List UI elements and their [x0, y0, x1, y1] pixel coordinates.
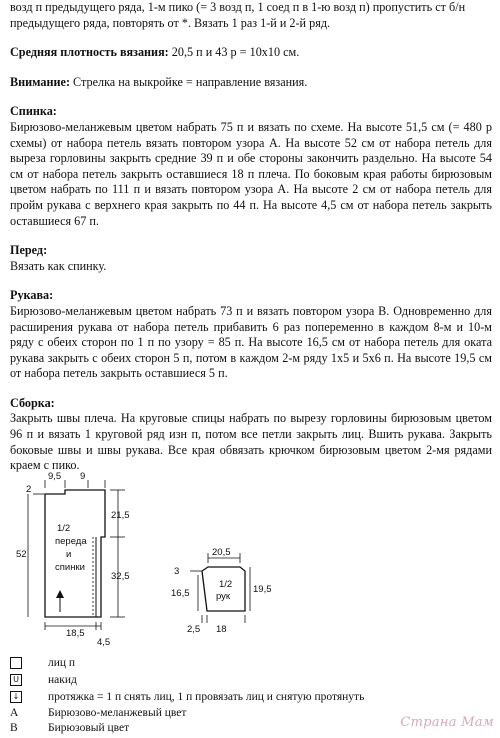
dim-body-9: 9	[80, 471, 86, 482]
sleeve-text: Бирюзово-меланжевым цветом набрать 73 п и вязать повтором узора В. Одновременно для расширения рукава от набора петель прибавить 6 раз попеременно в каждом 8-м и 10-м ряду с обеих сторон по 1 п по узору = 85 п. На высоте 16,5 см от набора петель для оката рукава закрыть с обеих сторон 5 п, потом в каждом 2-м ряду 1х5 и 5х6 п. На высоте 19,5 см от набора петель закрыть оставшиеся 5 п.	[10, 303, 492, 381]
body-pattern	[28, 480, 125, 630]
dim-body-18-5: 18,5	[66, 628, 85, 639]
legend-item-color-a	[10, 706, 187, 721]
legend-label: Бирюзово-меланжевый цвет	[48, 707, 187, 719]
back-heading: Спинка:	[10, 104, 57, 119]
knit-stitch-icon	[10, 657, 22, 669]
density-text: 20,5 п и 43 р = 10х10 см.	[168, 45, 300, 60]
legend-item-knit	[10, 656, 76, 671]
assembly-text: Закрыть швы плеча. На круговые спицы набрать по вырезу горловины бирюзовым цветом 96 п и вязать 1 круговой ряд изн п, потом все петли закрыть лиц. Вшить рукава. Закрыть боковые швы и швы рукава. Все края обвязать крючком бирюзовым цветом 2-мя рядами краем с пико.	[10, 411, 492, 473]
body-label-2: переда	[55, 536, 87, 547]
slip-knit-pass-icon: ↓	[10, 691, 22, 703]
legend-item-yarn-over	[10, 673, 77, 688]
site-watermark: Страна Мам	[400, 715, 494, 730]
intro-line-2: предыдущего ряда, повторять от *. Вязать 1 раз 1-й и 2-й ряд.	[10, 15, 331, 30]
dim-sleeve-16-5: 16,5	[171, 588, 190, 599]
color-a-letter: A	[10, 707, 19, 719]
front-heading: Перед:	[10, 243, 48, 258]
legend-item-color-b	[10, 721, 130, 736]
sleeve-heading: Рукава:	[10, 288, 54, 303]
dim-sleeve-20-5: 20,5	[212, 547, 231, 558]
back-text: Бирюзово-меланжевым цветом набрать 75 п и вязать по схеме. На высоте 51,5 см (= 480 р схемы) от набора петель вязать повтором узора А. На высоте 52 см от набора петель для выреза горловины закрыть средние 39 п и обе стороны закончить раздельно. На высоте 54 см от набора петель закрыть оставшиеся 18 п плеча. По боковым края работы бирюзовым цветом набрать по 111 п и вязать повтором узора А. На высоте 2 см от набора петель для пройм рукава с верхнего края закрыть по 44 п. На высоте 4,5 см от набора петель закрыть оставшиеся 67 п.	[10, 119, 492, 228]
color-b-letter: B	[10, 722, 18, 734]
legend-label: Бирюзовый цвет	[48, 722, 130, 734]
dim-body-52: 52	[16, 549, 27, 560]
intro-line-1: возд п предыдущего ряда, 1-м пико (= 3 возд п, 1 соед п в 1-ю возд п) пропустить ст б/н	[10, 0, 466, 14]
body-label-1: 1/2	[57, 523, 71, 534]
body-label-4: спинки	[55, 562, 85, 573]
dim-sleeve-18: 18	[216, 624, 227, 635]
legend-label: протяжка = 1 п снять лиц, 1 п провязать лиц и снятую протянуть	[48, 691, 365, 703]
sleeve-label-2: рук	[216, 591, 231, 602]
legend-label: накид	[48, 674, 77, 686]
dim-sleeve-2-5: 2,5	[187, 624, 201, 635]
legend-item-slip-knit-pass	[10, 690, 365, 705]
dim-body-2: 2	[26, 484, 32, 495]
dim-sleeve-19-5: 19,5	[253, 584, 272, 595]
attention-text: Стрелка на выкройке = направление вязания.	[70, 74, 308, 89]
sleeve-label-1: 1/2	[219, 579, 233, 590]
yarn-over-icon: U	[10, 674, 22, 686]
dim-body-9-5: 9,5	[48, 471, 62, 482]
dim-sleeve-3: 3	[174, 566, 180, 577]
legend-label: лиц п	[48, 657, 76, 669]
front-text: Вязать как спинку.	[10, 258, 107, 273]
density-label: Средняя плотность вязания:	[10, 45, 169, 60]
dim-body-4-5: 4,5	[97, 637, 111, 648]
body-label-3: и	[66, 549, 72, 560]
dim-body-21-5: 21,5	[111, 510, 130, 521]
assembly-heading: Сборка:	[10, 395, 55, 410]
attention-label: Внимание:	[10, 74, 70, 89]
dim-body-32-5: 32,5	[111, 571, 130, 582]
